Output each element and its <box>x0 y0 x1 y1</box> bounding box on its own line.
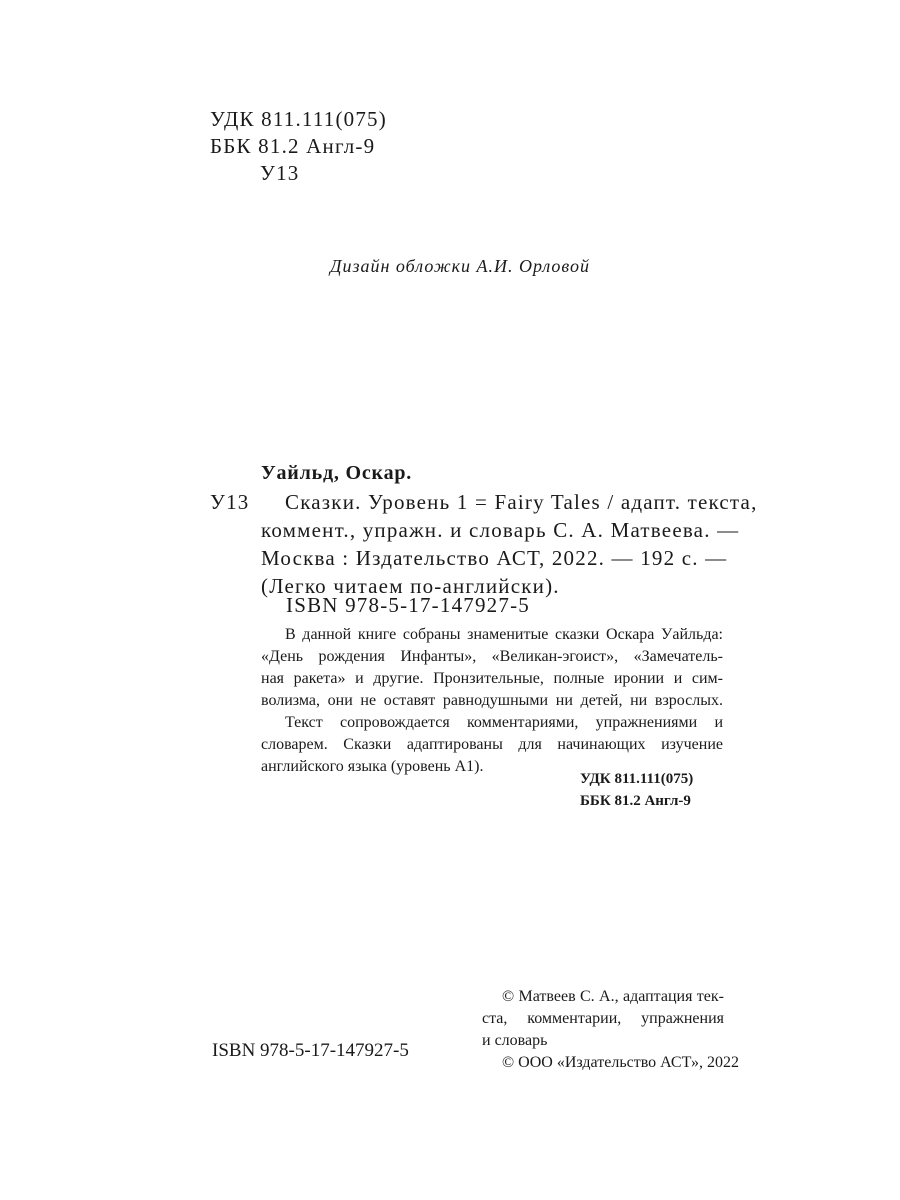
author-heading: Уайльд, Оскар. <box>261 462 413 484</box>
annotation-line: ная ракета» и другие. Пронзительные, полные иронии и сим- <box>261 670 723 687</box>
bottom-classification-codes <box>580 768 693 812</box>
top-classification-codes <box>210 106 387 187</box>
annotation-line: английского языка (уровень А1). <box>261 758 484 775</box>
copyright-line: © ООО «Издательство АСТ», 2022 <box>502 1054 739 1071</box>
author-mark: У13 <box>260 161 300 185</box>
bib-line: Москва : Издательство АСТ, 2022. — 192 с. — <box>261 546 728 570</box>
bib-line: Сказки. Уровень 1 = Fairy Tales / адапт. текста, <box>285 490 758 514</box>
annotation-line: «День рождения Инфанты», «Великан-эгоист», «Замечатель- <box>261 648 723 665</box>
annotation <box>261 624 723 778</box>
copyright-line: ста, комментарии, упражнения <box>482 1010 724 1027</box>
bbk-code: ББК 81.2 Англ-9 <box>210 134 376 158</box>
udk-code: УДК 811.111(075) <box>210 107 387 131</box>
isbn-record: ISBN 978-5-17-147927-5 <box>286 593 530 617</box>
annotation-line: словарем. Сказки адаптированы для начинающих изучение <box>261 736 723 753</box>
annotation-line: Текст сопровождается комментариями, упражнениями и <box>285 714 723 731</box>
annotation-line: волизма, они не оставят равнодушными ни детей, ни взрослых. <box>261 692 723 709</box>
copyright-notice <box>482 986 739 1074</box>
bibliographic-description <box>261 488 758 600</box>
isbn-bottom: ISBN 978-5-17-147927-5 <box>212 1040 409 1061</box>
cover-design-credit: Дизайн обложки А.И. Орловой <box>330 256 591 276</box>
bib-line: (Легко читаем по-английски). <box>261 574 560 598</box>
copyright-line: © Матвеев С. А., адаптация тек- <box>502 988 724 1005</box>
record-author-mark: У13 <box>210 490 250 514</box>
copyright-line: и словарь <box>482 1032 548 1049</box>
bib-line: коммент., упражн. и словарь С. А. Матвеева. — <box>261 518 740 542</box>
bbk-code-bottom: ББК 81.2 Англ-9 <box>580 793 691 809</box>
annotation-line: В данной книге собраны знаменитые сказки Оскара Уайльда: <box>285 626 723 643</box>
udk-code-bottom: УДК 811.111(075) <box>580 771 694 787</box>
